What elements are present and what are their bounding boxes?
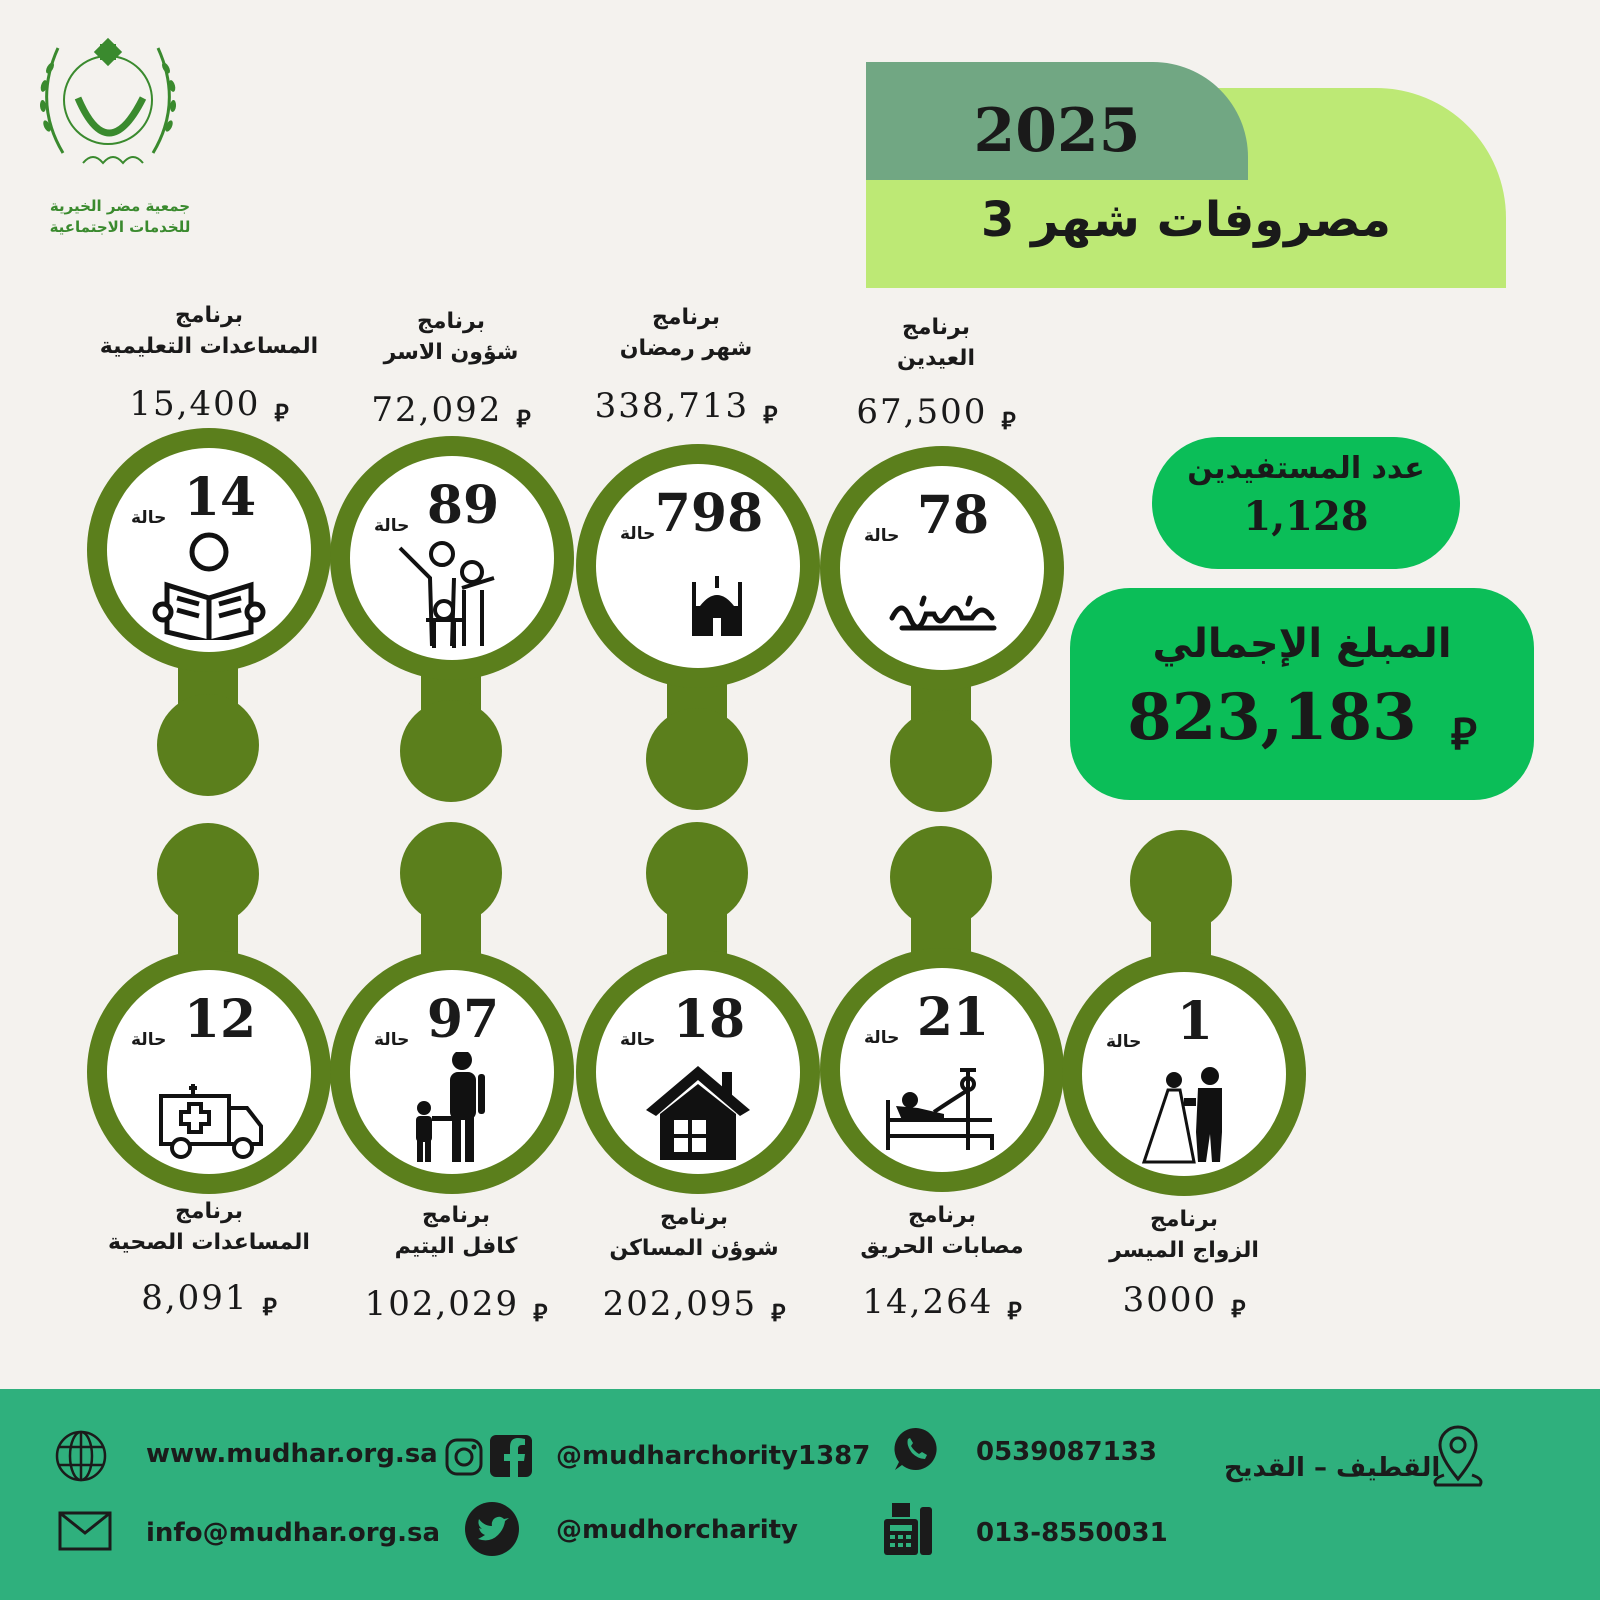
fax-number[interactable]: 013-8550031 [976, 1518, 1168, 1548]
organization-name-line2: للخدمات الاجتماعية [49, 218, 191, 236]
program-name: شهر رمضان [619, 336, 753, 361]
organization-name-line1: جمعية مضر الخيرية [49, 197, 191, 215]
connector-ball [157, 694, 259, 796]
email-link[interactable]: info@mudhar.org.sa [146, 1518, 441, 1548]
riyal-symbol-icon: ⃁ [516, 405, 531, 433]
organization-name [20, 196, 220, 238]
case-unit: حالة [620, 524, 656, 544]
program-name: كافل اليتيم [394, 1234, 518, 1259]
case-unit: حالة [374, 516, 410, 536]
beneficiaries-label: عدد المستفيدين [1187, 451, 1425, 486]
email-icon [58, 1511, 112, 1551]
facebook-icon[interactable] [490, 1435, 532, 1477]
count-ring [576, 444, 820, 688]
program-name: العيدين [897, 346, 975, 371]
program-name: مصابات الحريق [860, 1234, 1024, 1259]
case-unit: حالة [620, 1030, 656, 1050]
ambulance-icon [149, 1052, 269, 1162]
amount-value: 14,264 [862, 1282, 994, 1322]
beneficiaries-value: 1,128 [1243, 493, 1369, 540]
crescent-mosque-icon [638, 546, 758, 656]
count-ring-inner [350, 970, 554, 1174]
family-icon [392, 538, 512, 648]
amount-value: 15,400 [129, 384, 261, 424]
location-text: القطيف – القديح [1224, 1453, 1441, 1483]
amount-value: 72,092 [371, 390, 503, 430]
riyal-symbol-icon: ⃁ [1231, 1295, 1246, 1323]
eid-calligraphy-icon [882, 548, 1002, 658]
whatsapp-icon[interactable] [892, 1425, 940, 1473]
count-ring [820, 446, 1064, 690]
program-label [786, 312, 1086, 374]
program-prefix: برنامج [175, 303, 243, 328]
riyal-symbol-icon: ⃁ [763, 401, 778, 429]
case-unit: حالة [864, 1028, 900, 1048]
amount-value: 338,713 [594, 386, 750, 426]
riyal-symbol-icon: ⃁ [1450, 709, 1477, 760]
case-count: 21 [916, 987, 990, 1048]
amount-value: 3000 [1122, 1280, 1218, 1320]
case-unit: حالة [131, 1030, 167, 1050]
amount-value: 102,029 [364, 1284, 520, 1324]
instagram-icon[interactable] [444, 1437, 484, 1477]
connector-ball [400, 700, 502, 802]
program-amount [786, 392, 1086, 441]
count-ring-inner [840, 466, 1044, 670]
whatsapp-number[interactable]: 0539087133 [976, 1437, 1157, 1467]
total-amount-card [1070, 588, 1534, 800]
count-ring-inner [350, 456, 554, 660]
case-count: 97 [426, 989, 500, 1050]
case-unit: حالة [864, 526, 900, 546]
count-ring [330, 436, 574, 680]
count-ring [87, 950, 331, 1194]
count-ring [330, 950, 574, 1194]
program-name: المساعدات التعليمية [99, 334, 319, 359]
riyal-symbol-icon: ⃁ [262, 1293, 277, 1321]
case-count: 78 [916, 485, 990, 546]
case-count: 798 [654, 483, 764, 544]
count-ring [576, 950, 820, 1194]
count-ring [1062, 952, 1306, 1196]
organization-logo [28, 28, 188, 178]
case-unit: حالة [131, 508, 167, 528]
riyal-symbol-icon: ⃁ [1007, 1297, 1022, 1325]
program-prefix: برنامج [422, 1203, 490, 1228]
riyal-symbol-icon: ⃁ [771, 1299, 786, 1327]
year-label: 2025 [973, 96, 1141, 166]
program-prefix: برنامج [902, 315, 970, 340]
program-name: شوؤن المساكن [609, 1236, 779, 1261]
program-prefix: برنامج [660, 1205, 728, 1230]
footer [0, 1389, 1600, 1600]
connector-ball [646, 708, 748, 810]
twitter-icon[interactable] [464, 1501, 520, 1557]
case-count: 18 [672, 989, 746, 1050]
location-pin-icon [1430, 1423, 1486, 1493]
program-prefix: برنامج [1150, 1207, 1218, 1232]
reading-child-icon [149, 530, 269, 640]
count-ring-inner [107, 448, 311, 652]
program-prefix: برنامج [417, 309, 485, 334]
count-ring-inner [107, 970, 311, 1174]
website-link[interactable]: www.mudhar.org.sa [146, 1439, 438, 1469]
program-name: المساعدات الصحية [108, 1230, 310, 1255]
count-ring [87, 428, 331, 672]
riyal-symbol-icon: ⃁ [533, 1299, 548, 1327]
page-title: مصروفات شهر 3 [981, 192, 1391, 248]
count-ring-inner [596, 464, 800, 668]
program-name: الزواج الميسر [1109, 1238, 1259, 1263]
case-count: 14 [183, 467, 257, 528]
case-count: 12 [183, 989, 257, 1050]
case-unit: حالة [1106, 1032, 1142, 1052]
wedding-couple-icon [1124, 1054, 1244, 1164]
program-prefix: برنامج [175, 1199, 243, 1224]
count-ring [820, 948, 1064, 1192]
riyal-symbol-icon: ⃁ [1001, 407, 1016, 435]
house-icon [638, 1052, 758, 1162]
count-ring-inner [1082, 972, 1286, 1176]
instagram-facebook-handle[interactable]: @mudharchority1387 [556, 1441, 871, 1471]
amount-value: 67,500 [856, 392, 988, 432]
count-ring-inner [840, 968, 1044, 1172]
hospital-bed-icon [882, 1050, 1002, 1160]
globe-icon [54, 1429, 108, 1483]
amount-value: 202,095 [602, 1284, 758, 1324]
case-count: 89 [426, 475, 500, 536]
count-ring-inner [596, 970, 800, 1174]
program-prefix: برنامج [652, 305, 720, 330]
program-name: شؤون الاسر [383, 340, 519, 365]
case-count: 1 [1176, 991, 1214, 1052]
program-prefix: برنامج [908, 1203, 976, 1228]
riyal-symbol-icon: ⃁ [274, 399, 289, 427]
beneficiaries-card [1152, 437, 1460, 569]
case-unit: حالة [374, 1030, 410, 1050]
program-amount [1034, 1280, 1334, 1329]
amount-value: 8,091 [141, 1278, 249, 1318]
connector-ball [890, 710, 992, 812]
total-amount: 823,183 [1127, 680, 1417, 755]
total-label: المبلغ الإجمالي [1152, 621, 1452, 667]
parent-child-icon [392, 1052, 512, 1162]
fax-icon [882, 1501, 934, 1557]
program-label [1034, 1204, 1334, 1266]
twitter-handle[interactable]: @mudhorcharity [556, 1515, 798, 1545]
total-value [1070, 678, 1534, 775]
